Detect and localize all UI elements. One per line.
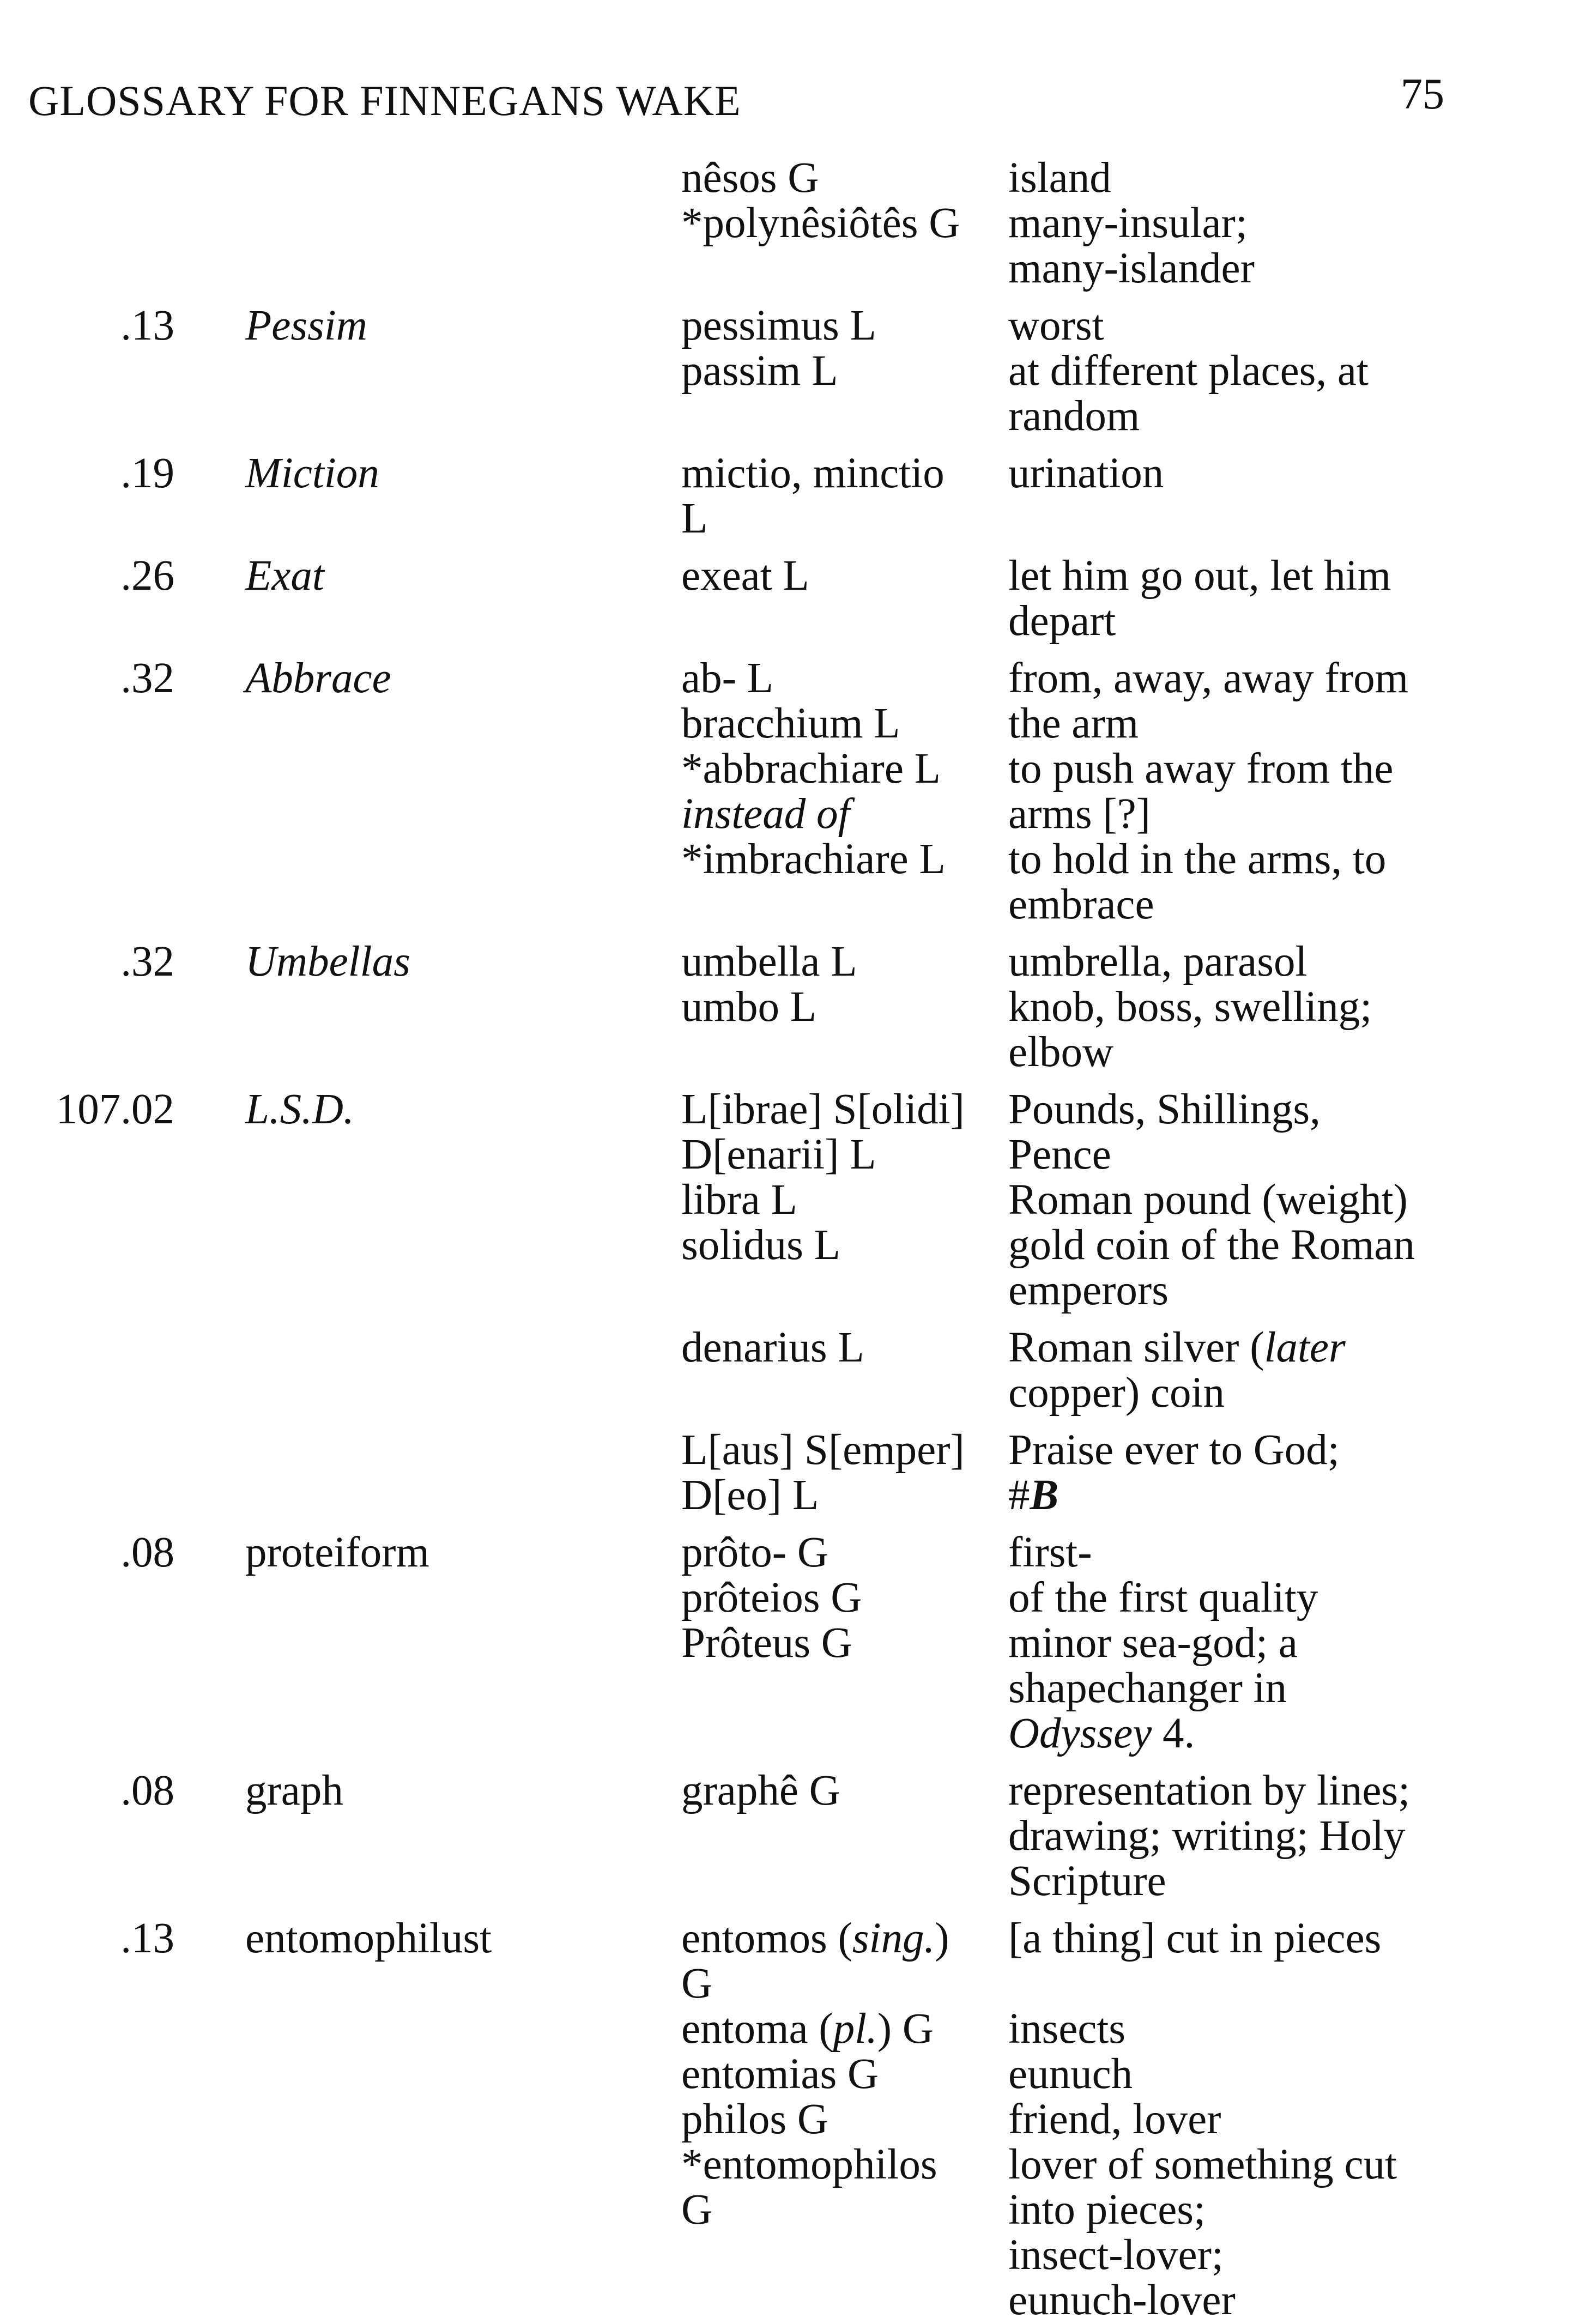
gloss-source [681,656,1008,701]
gloss-meaning [1008,303,1472,348]
gloss-row [681,984,1592,1075]
gloss-source [681,553,1008,644]
gloss-source-line: prôto- G [681,1529,828,1576]
gloss-meaning [1008,1575,1472,1620]
gloss-row [681,2006,1592,2051]
gloss-meaning-line: drawing; writing; Holy [1008,1812,1406,1860]
gloss-source-line: passim L [681,347,838,395]
gloss-meaning-line: random [1008,392,1140,440]
entry-reference: .26 [120,552,174,600]
entry-reference: .32 [120,938,174,985]
gloss-list [681,1916,1592,2323]
gloss-meaning [1008,1222,1472,1313]
running-title: GLOSSARY FOR FINNEGANS WAKE [28,77,741,124]
gloss-row [681,701,1592,746]
gloss-list [681,553,1592,644]
gloss-row [681,1087,1592,1177]
gloss-meaning-line: eunuch-lover [1008,2277,1236,2324]
gloss-meaning-line: embrace [1008,881,1154,928]
gloss-source [681,984,1008,1075]
gloss-source-line: exeat L [681,552,809,600]
gloss-meaning-line: at different places, at [1008,347,1369,395]
glossary-entry [0,1530,1592,1756]
gloss-source [681,155,1008,201]
gloss-source-line: entomias G [681,2050,879,2098]
gloss-meaning-line: minor sea-god; a [1008,1619,1298,1667]
gloss-source-line: *entomophilos [681,2141,937,2188]
gloss-source [681,1530,1008,1575]
gloss-source-line: mictio, minctio [681,450,945,497]
gloss-meaning-line: Odyssey 4. [1008,1710,1195,1757]
gloss-meaning-line: [a thing] cut in pieces [1008,1915,1382,1962]
glossary-entry [0,1087,1592,1518]
gloss-meaning-line: eunuch [1008,2050,1133,2098]
gloss-meaning [1008,2142,1472,2323]
gloss-source [681,791,1008,837]
gloss-meaning [1008,1177,1472,1222]
glossary-entry [0,1768,1592,1904]
gloss-source-line: L [681,495,708,542]
gloss-meaning [1008,2006,1472,2051]
gloss-meaning-line: of the first quality [1008,1574,1318,1621]
gloss-list [681,155,1592,291]
gloss-source [681,746,1008,791]
gloss-meaning [1008,1620,1472,1756]
gloss-list [681,451,1592,541]
entry-headword: proteiform [245,1529,429,1576]
glossary-entry [0,155,1592,291]
gloss-source-line: G [681,2186,713,2234]
gloss-source-line: prôteios G [681,1574,862,1621]
gloss-meaning [1008,201,1472,291]
gloss-source [681,303,1008,348]
glossary-entry [0,939,1592,1075]
gloss-source-line: *abbrachiare L [681,745,941,792]
gloss-row [681,155,1592,201]
gloss-row [681,656,1592,701]
gloss-source [681,1087,1008,1177]
entry-headword: Miction [245,450,379,497]
gloss-source-line: philos G [681,2096,828,2143]
gloss-meaning-line: lover of something cut [1008,2141,1397,2188]
gloss-row [681,1620,1592,1756]
gloss-source [681,939,1008,984]
gloss-source-line: *imbrachiare L [681,836,946,883]
gloss-meaning-line: insect-lover; [1008,2231,1224,2279]
gloss-list [681,1530,1592,1756]
gloss-meaning-line: many-islander [1008,245,1255,292]
entry-reference: .08 [120,1767,174,1814]
glossary-entry [0,303,1592,439]
gloss-row [681,939,1592,984]
gloss-meaning [1008,984,1472,1075]
gloss-source [681,451,1008,541]
gloss-source-line: bracchium L [681,700,900,747]
entry-headword: graph [245,1767,343,1814]
page-number: 75 [1401,70,1444,118]
gloss-source-line: entoma (pl.) G [681,2005,934,2053]
gloss-row [681,1768,1592,1904]
gloss-source [681,2142,1008,2323]
gloss-meaning [1008,553,1472,644]
entry-headword: Pessim [245,302,367,349]
gloss-meaning [1008,939,1472,984]
gloss-row [681,746,1592,791]
gloss-source [681,1916,1008,2006]
gloss-meaning-line: to push away from the [1008,745,1394,792]
gloss-meaning-line: Scripture [1008,1857,1166,1905]
entry-headword: Abbrace [245,655,391,702]
glossary-entry [0,1916,1592,2323]
gloss-meaning-line: Roman pound (weight) [1008,1176,1408,1224]
gloss-meaning-line: first- [1008,1529,1092,1576]
gloss-source-line: entomos (sing.) [681,1915,949,1962]
gloss-meaning-line: gold coin of the Roman [1008,1221,1415,1269]
entry-headword: Exat [245,552,324,600]
gloss-source-line: umbella L [681,938,857,985]
gloss-meaning-line: many-insular; [1008,199,1248,247]
gloss-row [681,2142,1592,2323]
gloss-list [681,939,1592,1075]
gloss-source-line: *polynêsiôtês G [681,199,960,247]
gloss-meaning-line: Pounds, Shillings, [1008,1086,1321,1133]
gloss-row [681,348,1592,439]
gloss-source-line: ab- L [681,655,773,702]
gloss-row [681,303,1592,348]
gloss-meaning-line: urination [1008,450,1164,497]
gloss-source [681,1768,1008,1904]
gloss-source [681,1177,1008,1222]
entry-reference: .32 [120,655,174,702]
gloss-row [681,1916,1592,2006]
gloss-meaning [1008,1768,1472,1904]
gloss-source-line: D[eo] L [681,1472,819,1519]
gloss-source [681,2006,1008,2051]
gloss-source [681,2097,1008,2142]
gloss-source-line: Prôteus G [681,1619,852,1667]
gloss-list [681,303,1592,439]
gloss-meaning [1008,701,1472,746]
entry-reference: .13 [120,302,174,349]
gloss-meaning-line: emperors [1008,1267,1169,1314]
gloss-meaning [1008,791,1472,837]
entry-reference: .08 [120,1529,174,1576]
gloss-source-line: L[ibrae] S[olidi] [681,1086,965,1133]
gloss-meaning-line: #B [1008,1472,1059,1519]
gloss-meaning [1008,1916,1472,2006]
gloss-row [681,1177,1592,1222]
gloss-meaning [1008,348,1472,439]
gloss-meaning-line: arms [?] [1008,790,1151,838]
gloss-row [681,1575,1592,1620]
gloss-source [681,701,1008,746]
gloss-source [681,1575,1008,1620]
gloss-meaning-line: from, away, away from [1008,655,1409,702]
gloss-source-line: solidus L [681,1221,840,1269]
gloss-row [681,1325,1592,1415]
gloss-source-line: D[enarii] L [681,1131,876,1178]
glossary-entry [0,451,1592,541]
gloss-meaning-line: knob, boss, swelling; [1008,983,1372,1031]
gloss-meaning-line: umbrella, parasol [1008,938,1308,985]
gloss-meaning-line: worst [1008,302,1104,349]
gloss-row [681,451,1592,541]
gloss-meaning-line: the arm [1008,700,1139,747]
entry-reference: .13 [120,1915,174,1962]
entry-headword: Umbellas [245,938,410,985]
gloss-meaning [1008,656,1472,701]
gloss-meaning-line: Pence [1008,1131,1111,1178]
gloss-row [681,201,1592,291]
gloss-meaning-line: to hold in the arms, to [1008,836,1387,883]
gloss-source-line: denarius L [681,1324,864,1371]
entry-reference: .19 [120,450,174,497]
gloss-list [681,1768,1592,1904]
gloss-meaning [1008,2097,1472,2142]
gloss-row [681,1427,1592,1518]
glossary-entries [0,155,1592,2323]
gloss-meaning-line: insects [1008,2005,1126,2053]
gloss-meaning [1008,1427,1472,1518]
gloss-meaning-line: depart [1008,597,1116,645]
glossary-entry [0,553,1592,644]
gloss-row [681,791,1592,837]
gloss-row [681,1222,1592,1313]
gloss-meaning [1008,1325,1472,1415]
gloss-meaning [1008,1087,1472,1177]
gloss-meaning-line: shapechanger in [1008,1665,1287,1712]
gloss-source [681,1620,1008,1756]
gloss-row [681,2051,1592,2097]
gloss-meaning [1008,2051,1472,2097]
gloss-meaning-line: friend, lover [1008,2096,1221,2143]
gloss-source-line: G [681,1960,713,2007]
gloss-source-line: nêsos G [681,154,819,202]
gloss-meaning-line: representation by lines; [1008,1767,1411,1814]
gloss-source-line: pessimus L [681,302,876,349]
gloss-meaning [1008,837,1472,927]
gloss-source-line: graphê G [681,1767,840,1814]
gloss-meaning [1008,451,1472,541]
gloss-source-line: umbo L [681,983,816,1031]
gloss-row [681,1530,1592,1575]
glossary-entry [0,656,1592,927]
gloss-row [681,837,1592,927]
gloss-meaning-line: Roman silver (later [1008,1324,1346,1371]
entry-headword: entomophilust [245,1915,492,1962]
gloss-meaning-line: let him go out, let him [1008,552,1391,600]
gloss-source [681,201,1008,291]
gloss-row [681,553,1592,644]
entry-headword: L.S.D. [245,1086,354,1133]
gloss-meaning-line: island [1008,154,1111,202]
gloss-source [681,1325,1008,1415]
gloss-list [681,1087,1592,1518]
gloss-source-line: L[aus] S[emper] [681,1426,965,1474]
gloss-meaning-line: into pieces; [1008,2186,1206,2234]
gloss-source [681,837,1008,927]
gloss-source [681,1222,1008,1313]
gloss-meaning [1008,155,1472,201]
gloss-meaning [1008,746,1472,791]
gloss-source-line: libra L [681,1176,797,1224]
gloss-row [681,2097,1592,2142]
gloss-meaning-line: Praise ever to God; [1008,1426,1340,1474]
gloss-source-line: instead of [681,790,850,838]
gloss-source [681,2051,1008,2097]
entry-reference: 107.02 [56,1086,174,1133]
gloss-source [681,1427,1008,1518]
gloss-list [681,656,1592,927]
gloss-meaning-line: elbow [1008,1028,1114,1076]
gloss-meaning-line: copper) coin [1008,1369,1225,1417]
gloss-source [681,348,1008,439]
gloss-meaning [1008,1530,1472,1575]
